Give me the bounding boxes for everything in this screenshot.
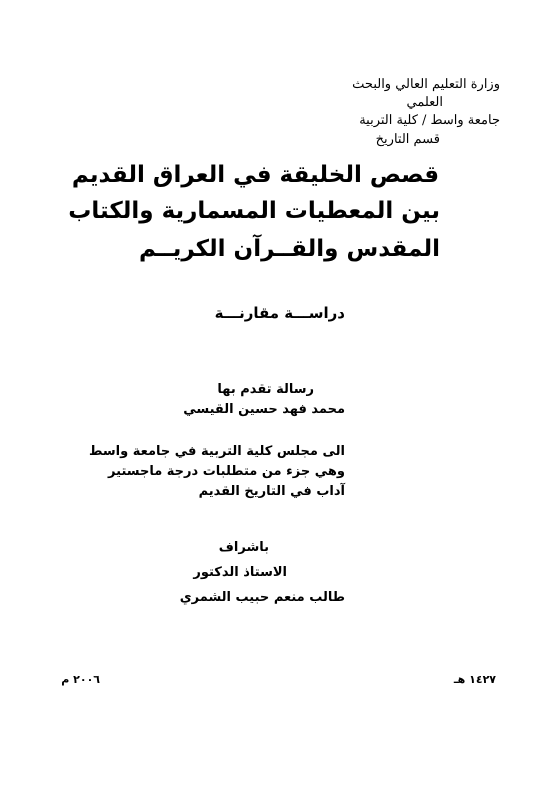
ministry-line-1: وزارة التعليم العالي والبحث	[352, 77, 500, 92]
ministry-line-2: العلمي	[406, 95, 443, 110]
supervisor-rank: الاستاذ الدكتور	[193, 565, 287, 580]
supervision-label: باشراف	[218, 540, 269, 555]
department: قسم التاريخ	[375, 132, 440, 147]
thesis-type: دراســـة مقارنـــة	[214, 304, 345, 322]
council-line-1: الى مجلس كلية التربية في جامعة واسط	[88, 444, 345, 459]
submitted-by-label: رسالة تقدم بها	[217, 382, 314, 397]
hijri-date: ١٤٢٧ هـ	[453, 673, 496, 686]
thesis-title-line-1: قصص الخليقة في العراق القديم	[71, 162, 439, 188]
thesis-title-line-2: بين المعطيات المسمارية والكتاب	[68, 198, 440, 224]
supervisor-name: طالب منعم حبيب الشمري	[179, 590, 345, 605]
author-name: محمد فهد حسين القيسي	[183, 402, 345, 417]
university-college: جامعة واسط / كلية التربية	[359, 113, 500, 128]
thesis-title-line-3: المقدس والقــرآن الكريــم	[138, 236, 440, 262]
council-line-3: آداب في التاريخ القديم	[198, 484, 345, 499]
council-line-2: وهي جزء من متطلبات درجة ماجستير	[108, 464, 345, 479]
gregorian-date: ٢٠٠٦ م	[61, 673, 100, 686]
